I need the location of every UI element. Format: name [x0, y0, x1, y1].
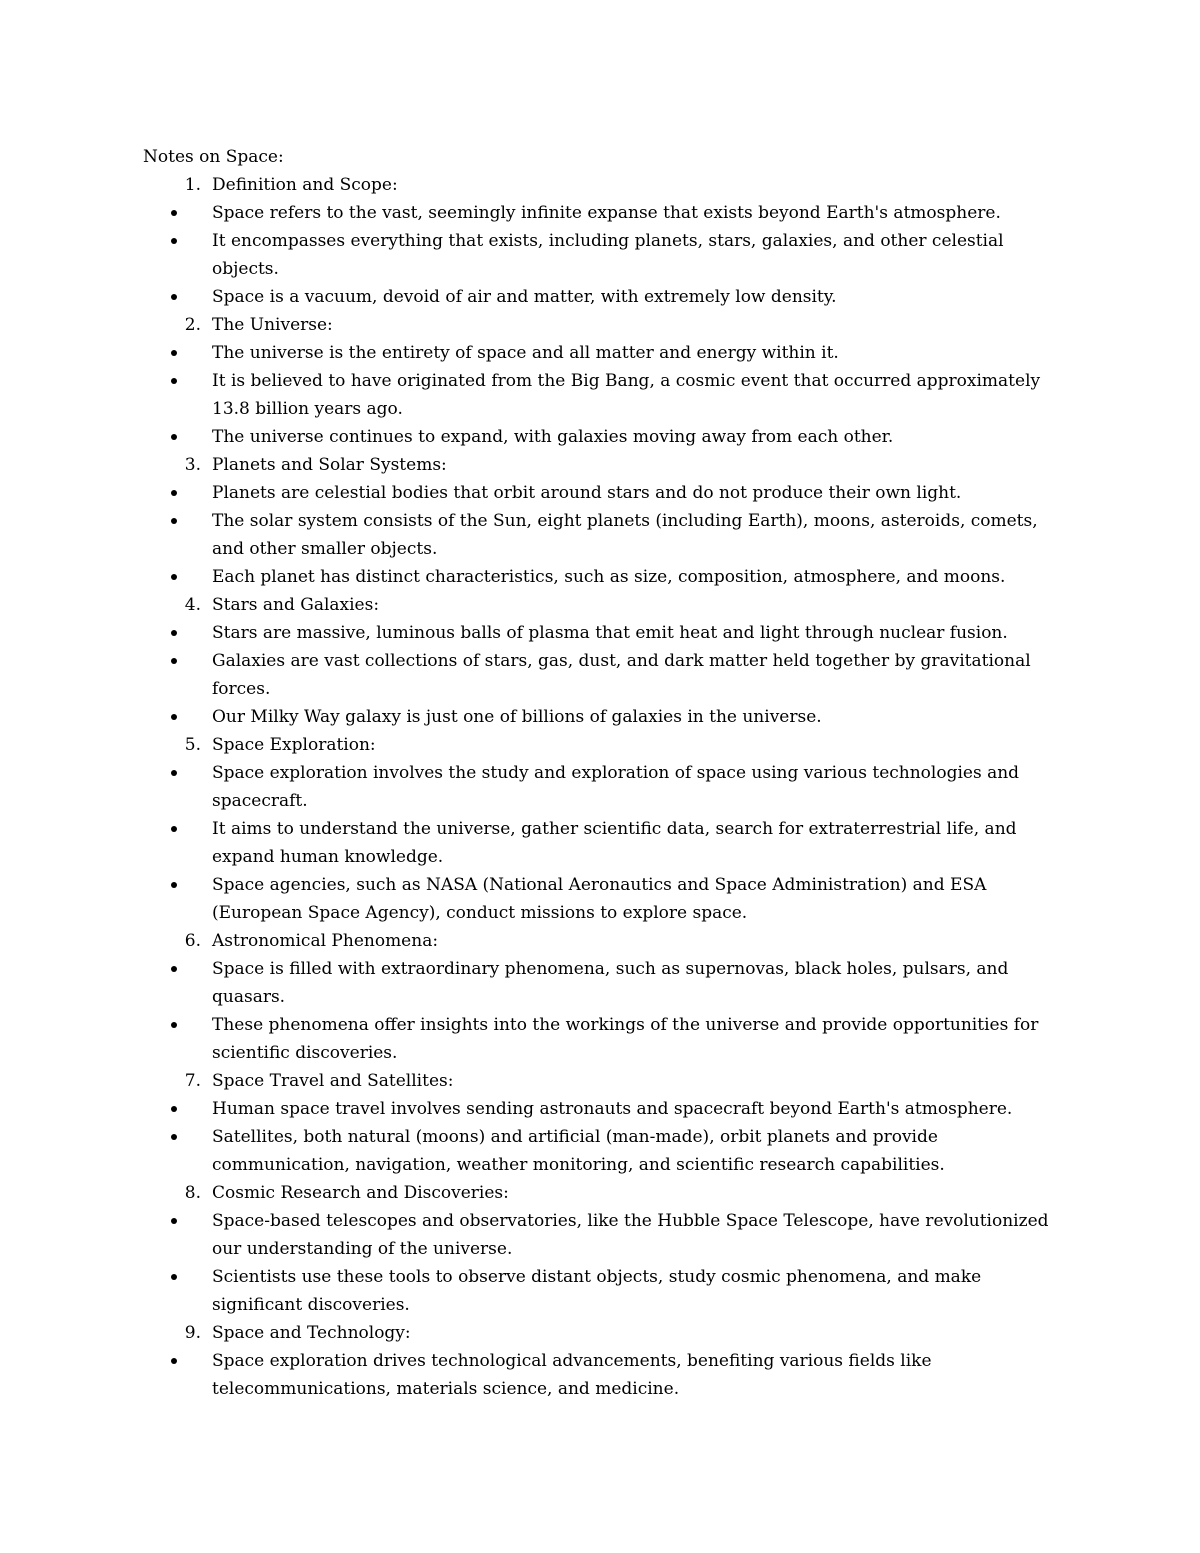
bullet-dot: [171, 574, 177, 580]
bullet-item: [143, 647, 1073, 703]
bullet-dot: [171, 882, 177, 888]
bullet-item: [143, 199, 1073, 227]
bullet-item: [143, 1207, 1073, 1263]
bullet-dot: [171, 434, 177, 440]
section-number: 5.: [184, 735, 201, 755]
bullet-text: Galaxies are vast collections of stars, gas, dust, and dark matter held together by gravitational forces.: [212, 651, 1031, 699]
section-heading-8: [143, 1179, 1073, 1207]
bullet-dot: [171, 1134, 177, 1140]
bullet-text: Our Milky Way galaxy is just one of billions of galaxies in the universe.: [212, 707, 822, 727]
section-heading-3: [143, 451, 1073, 479]
bullet-text: Space exploration involves the study and exploration of space using various technologies and spacecraft.: [212, 763, 1020, 811]
section-number: 3.: [184, 455, 201, 475]
bullet-item: [143, 1123, 1073, 1179]
bullet-text: Space exploration drives technological advancements, benefiting various fields like telecommunications, materials science, and medicine.: [212, 1351, 932, 1399]
bullet-text: It aims to understand the universe, gather scientific data, search for extraterrestrial life, and expand human knowledge.: [212, 819, 1017, 867]
bullet-dot: [171, 294, 177, 300]
section-number: 6.: [184, 931, 201, 951]
bullet-text: Space is a vacuum, devoid of air and matter, with extremely low density.: [212, 287, 837, 307]
bullet-text: Space is filled with extraordinary phenomena, such as supernovas, black holes, pulsars, and quasars.: [212, 959, 1009, 1007]
bullet-text: The solar system consists of the Sun, eight planets (including Earth), moons, asteroids, comets, and other smaller objects.: [212, 511, 1038, 559]
section-heading-2: [143, 311, 1073, 339]
section-heading-1: [143, 171, 1073, 199]
bullet-dot: [171, 630, 177, 636]
bullet-item: [143, 507, 1073, 563]
bullet-item: [143, 759, 1073, 815]
bullet-dot: [171, 1022, 177, 1028]
section-heading-text: The Universe:: [212, 315, 333, 335]
section-number: 9.: [184, 1323, 201, 1343]
bullet-text: Satellites, both natural (moons) and artificial (man-made), orbit planets and provide communication, navigation, weather monitoring, and scientific research capabilities.: [212, 1127, 945, 1175]
section-heading-text: Space Exploration:: [212, 735, 376, 755]
bullet-item: [143, 1011, 1073, 1067]
bullet-text: Human space travel involves sending astronauts and spacecraft beyond Earth's atmosphere.: [212, 1099, 1013, 1119]
bullet-dot: [171, 1106, 177, 1112]
bullet-text: Scientists use these tools to observe distant objects, study cosmic phenomena, and make significant discoveries.: [212, 1267, 982, 1315]
section-heading-text: Cosmic Research and Discoveries:: [212, 1183, 509, 1203]
bullet-dot: [171, 770, 177, 776]
section-heading-text: Definition and Scope:: [212, 175, 398, 195]
bullet-dot: [171, 378, 177, 384]
bullet-item: [143, 1347, 1073, 1403]
bullet-dot: [171, 658, 177, 664]
bullet-item: [143, 423, 1073, 451]
section-number: 8.: [184, 1183, 201, 1203]
bullet-dot: [171, 1358, 177, 1364]
bullet-item: [143, 815, 1073, 871]
bullet-item: [143, 227, 1073, 283]
bullet-item: [143, 619, 1073, 647]
bullet-text: The universe continues to expand, with galaxies moving away from each other.: [212, 427, 894, 447]
bullet-item: [143, 871, 1073, 927]
section-heading-6: [143, 927, 1073, 955]
bullet-item: [143, 367, 1073, 423]
notes-content: [143, 143, 1073, 1403]
section-heading-4: [143, 591, 1073, 619]
bullet-dot: [171, 350, 177, 356]
section-heading-text: Astronomical Phenomena:: [212, 931, 439, 951]
bullet-text: Stars are massive, luminous balls of plasma that emit heat and light through nuclear fusion.: [212, 623, 1008, 643]
bullet-item: [143, 955, 1073, 1011]
bullet-text: Space-based telescopes and observatories, like the Hubble Space Telescope, have revolutionized our understanding of the universe.: [212, 1211, 1049, 1259]
bullet-text: Space refers to the vast, seemingly infinite expanse that exists beyond Earth's atmosphere.: [212, 203, 1001, 223]
section-heading-9: [143, 1319, 1073, 1347]
bullet-item: [143, 563, 1073, 591]
section-number: 1.: [184, 175, 201, 195]
section-number: 4.: [184, 595, 201, 615]
bullet-item: [143, 339, 1073, 367]
section-heading-text: Planets and Solar Systems:: [212, 455, 447, 475]
section-number: 7.: [184, 1071, 201, 1091]
bullet-text: These phenomena offer insights into the workings of the universe and provide opportunities for scientific discoveries.: [212, 1015, 1039, 1063]
bullet-dot: [171, 210, 177, 216]
section-heading-text: Space Travel and Satellites:: [212, 1071, 454, 1091]
bullet-text: Each planet has distinct characteristics, such as size, composition, atmosphere, and moons.: [212, 567, 1006, 587]
bullet-text: Planets are celestial bodies that orbit around stars and do not produce their own light.: [212, 483, 962, 503]
section-number: 2.: [184, 315, 201, 335]
bullet-text: It encompasses everything that exists, including planets, stars, galaxies, and other celestial objects.: [212, 231, 1004, 279]
bullet-dot: [171, 518, 177, 524]
bullet-item: [143, 283, 1073, 311]
bullet-dot: [171, 714, 177, 720]
bullet-dot: [171, 826, 177, 832]
bullet-item: [143, 1095, 1073, 1123]
section-heading-5: [143, 731, 1073, 759]
bullet-dot: [171, 1218, 177, 1224]
bullet-text: Space agencies, such as NASA (National Aeronautics and Space Administration) and ESA (European Space Agency), conduct missions to explore space.: [212, 875, 987, 923]
section-heading-7: [143, 1067, 1073, 1095]
bullet-item: [143, 703, 1073, 731]
bullet-text: The universe is the entirety of space and all matter and energy within it.: [212, 343, 839, 363]
bullet-dot: [171, 966, 177, 972]
section-heading-text: Space and Technology:: [212, 1323, 411, 1343]
bullet-dot: [171, 490, 177, 496]
bullet-item: [143, 1263, 1073, 1319]
bullet-dot: [171, 1274, 177, 1280]
document-title: Notes on Space:: [143, 147, 284, 167]
section-heading-text: Stars and Galaxies:: [212, 595, 380, 615]
bullet-item: [143, 479, 1073, 507]
bullet-dot: [171, 238, 177, 244]
bullet-text: It is believed to have originated from the Big Bang, a cosmic event that occurred approximately 13.8 billion years ago.: [212, 371, 1041, 419]
